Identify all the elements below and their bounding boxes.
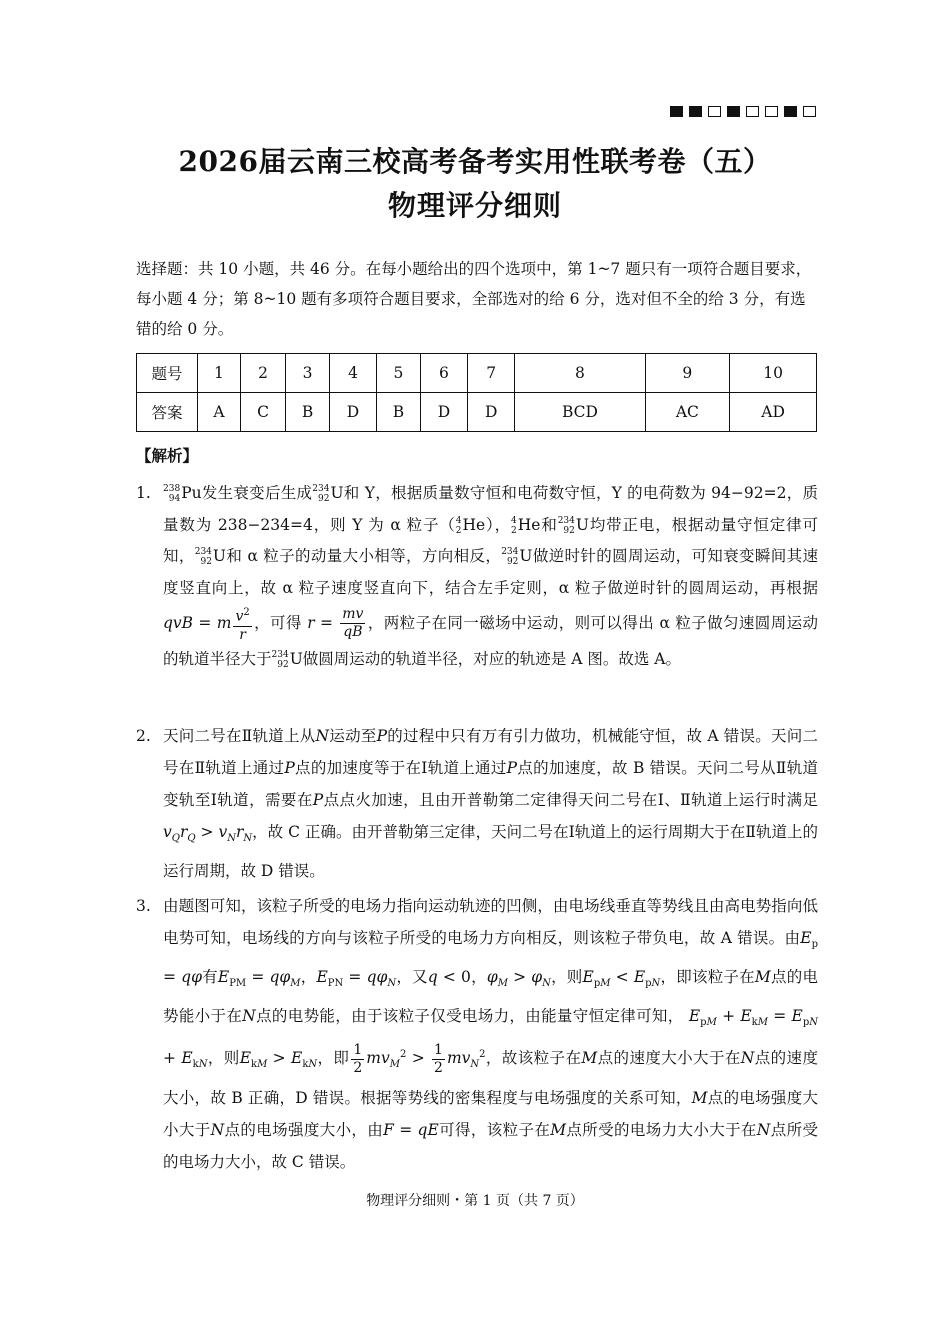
choice-intro: 选择题：共 10 小题，共 46 分。在每小题给出的四个选项中，第 1~7 题只有一项符合题目要求，每小题 4 分；第 8~10 题有多项符合题目要求，全部选对的给 6 分，选对但不全的给 3 分，有选错的给 0 分。 xyxy=(136,260,812,338)
table-cell: BCD xyxy=(515,393,645,432)
nuclide-pu238: 238 94 Pu xyxy=(163,484,202,504)
table-cell: D xyxy=(420,393,467,432)
table-row xyxy=(137,354,817,393)
table-cell: 5 xyxy=(377,354,421,393)
nuclide-u234: 234 92 U xyxy=(271,649,303,670)
analysis-heading: 【解析】 xyxy=(136,446,199,465)
mark-square xyxy=(746,106,759,117)
mark-square xyxy=(765,106,778,117)
answer-table xyxy=(136,353,817,432)
mark-square xyxy=(708,106,721,117)
table-cell: B xyxy=(377,393,421,432)
analysis-item-2 xyxy=(136,720,818,887)
item-number: 3. xyxy=(136,897,151,915)
table-cell: AD xyxy=(730,393,817,432)
formula-ek-compare: $E_{kM} > E_{kN}$ xyxy=(239,1049,318,1071)
table-cell: 3 xyxy=(286,354,330,393)
table-cell: 2 xyxy=(240,354,285,393)
table-cell: B xyxy=(286,393,330,432)
table-cell: D xyxy=(329,393,376,432)
item-body: 238 94 Pu发生衰变后生成 234 92 U和 Y，根据质量数守恒和电荷数守恒，Y 的电荷数为 94−92=2，质量数为 238−234=4，则 Y 为 α 粒子（ 4 2 He）， 4 2 He和 234 92 U均带正电，根据动量守恒定律可知， 234 92 U和 α 粒子的动量大小相等，方向相反， 234 92 U做逆时针的圆周运动，可知衰变瞬间其速度竖直向上，故 α 粒子速度竖直向下，结合左手定则，α 粒子做逆时针的圆周运动，再根据 qvB = m $\frac{v^2}{r}$ ，可得 r = $\frac{mv}{qB}$ ，两粒子在同一磁场中运动，则可以得出 α 粒子做匀速圆周运动的轨道半径大于 234 92 U做圆周运动的轨道半径，对应的轨迹是 A 图。故选 A。 xyxy=(163,478,818,675)
nuclide-he4: 4 2 He xyxy=(511,515,541,536)
nuclide-he4: 4 2 He xyxy=(455,515,486,536)
mark-square xyxy=(784,106,797,117)
mark-square xyxy=(689,106,702,117)
item-body: 天问二号在Ⅱ轨道上从N运动至P的过程中只有万有引力做功，机械能守恒，故 A 错误。天问二号在Ⅱ轨道上通过P点的加速度等于在Ⅰ轨道上通过P点的加速度，故 B 错误。天问二号从Ⅱ轨道变轨至Ⅰ轨道，需要在P点点火加速，且由开普勒第二定律得天问二号在Ⅰ、Ⅱ轨道上运行时满足$v_Qr_Q > v_Nr_N$，故 C 正确。由开普勒第三定律，天问二号在Ⅰ轨道上的运行周期大于在Ⅱ轨道上的运行周期，故 D 错误。 xyxy=(163,727,819,881)
row-label: 答案 xyxy=(137,393,198,432)
nuclide-u234: 234 92 U xyxy=(194,547,226,567)
header-marks xyxy=(670,106,816,117)
table-cell: A xyxy=(198,393,241,432)
item-number: 1. xyxy=(136,484,151,502)
page-subtitle: 物理评分细则 xyxy=(387,189,562,222)
formula-q-neg: q < 0，$\varphi_M > \varphi_N$ xyxy=(427,968,551,990)
formula-qvb: qvB = m $\frac{v^2}{r}$ xyxy=(163,614,254,632)
table-cell: 9 xyxy=(645,354,730,393)
formula-kepler2: $v_Qr_Q > v_Nr_N$ xyxy=(163,823,253,845)
table-cell: C xyxy=(240,393,285,432)
formula-radius: r = $\frac{mv}{qB}$ xyxy=(307,606,364,641)
nuclide-u234: 234 92 U xyxy=(312,484,344,504)
mark-square xyxy=(670,106,683,117)
item-number: 2. xyxy=(136,727,151,745)
page-title: 2026届云南三校高考备考实用性联考卷（五） xyxy=(178,145,772,178)
table-cell: 8 xyxy=(515,354,645,393)
analysis-item-3 xyxy=(136,890,818,1178)
mark-square xyxy=(727,106,740,117)
formula-kinetic: $\frac{1}{2}$ $mv_M^2$ > $\frac{1}{2}$ $mv_N^2$ xyxy=(353,1041,486,1076)
nuclide-u234: 234 92 U xyxy=(557,515,589,536)
table-cell: 4 xyxy=(329,354,376,393)
table-cell: 1 xyxy=(198,354,241,393)
formula-ep: $E_p = q\varphi$ xyxy=(163,929,818,987)
item-body: 由题图可知，该粒子所受的电场力指向运动轨迹的凹侧，由电场线垂直等势线且由高电势指向低电势可知，电场线的方向与该粒子所受的电场力方向相反，则该粒子带负电，故 A 错误。由$E_p = q\varphi$有$E_{PM} = q\varphi_M$，$E_{PN} = q\varphi_N$，又q < 0，$\varphi_M > \varphi_N$，则$E_{pM} < E_{pN}$，即该粒子在M点的电势能小于在N点的电势能，由于该粒子仅受电场力，由能量守恒定律可知， $E_{pM} + E_{kM} = E_{pN} + E_{kN}$，则$E_{kM} > E_{kN}$，即 $\frac{1}{2}$ $mv_M^2$ > $\frac{1}{2}$ $mv_N^2$，故该粒子在M点的速度大小大于在N点的速度大小，故 B 正确，D 错误。根据等势线的密集程度与电场强度的关系可知，M点的电场强度大小大于N点的电场强度大小，由F = qE可得，该粒子在M点所受的电场力大小大于在N点所受的电场力大小，故 C 错误。 xyxy=(163,897,818,1171)
table-cell: 6 xyxy=(420,354,467,393)
mark-square xyxy=(803,106,816,117)
table-cell: 7 xyxy=(468,354,515,393)
analysis-item-1 xyxy=(136,478,818,675)
nuclide-u234: 234 92 U xyxy=(501,547,533,567)
page-footer: 物理评分细则・第 1 页（共 7 页） xyxy=(366,1193,584,1209)
formula-force: F = qE xyxy=(383,1120,439,1139)
formula-energy: $E_{pM} + E_{kM} = E_{pN} + E_{kN}$ xyxy=(163,1007,818,1071)
table-cell: D xyxy=(468,393,515,432)
table-cell: AC xyxy=(645,393,730,432)
table-cell: 10 xyxy=(730,354,817,393)
formula-ep-compare: $E_{pM} < E_{pN}$ xyxy=(582,968,661,990)
formula-epm: $E_{PM} = q\varphi_M$，$E_{PN} = q\varphi_N$ xyxy=(217,968,397,990)
row-label: 题号 xyxy=(137,354,198,393)
table-row xyxy=(137,393,817,432)
